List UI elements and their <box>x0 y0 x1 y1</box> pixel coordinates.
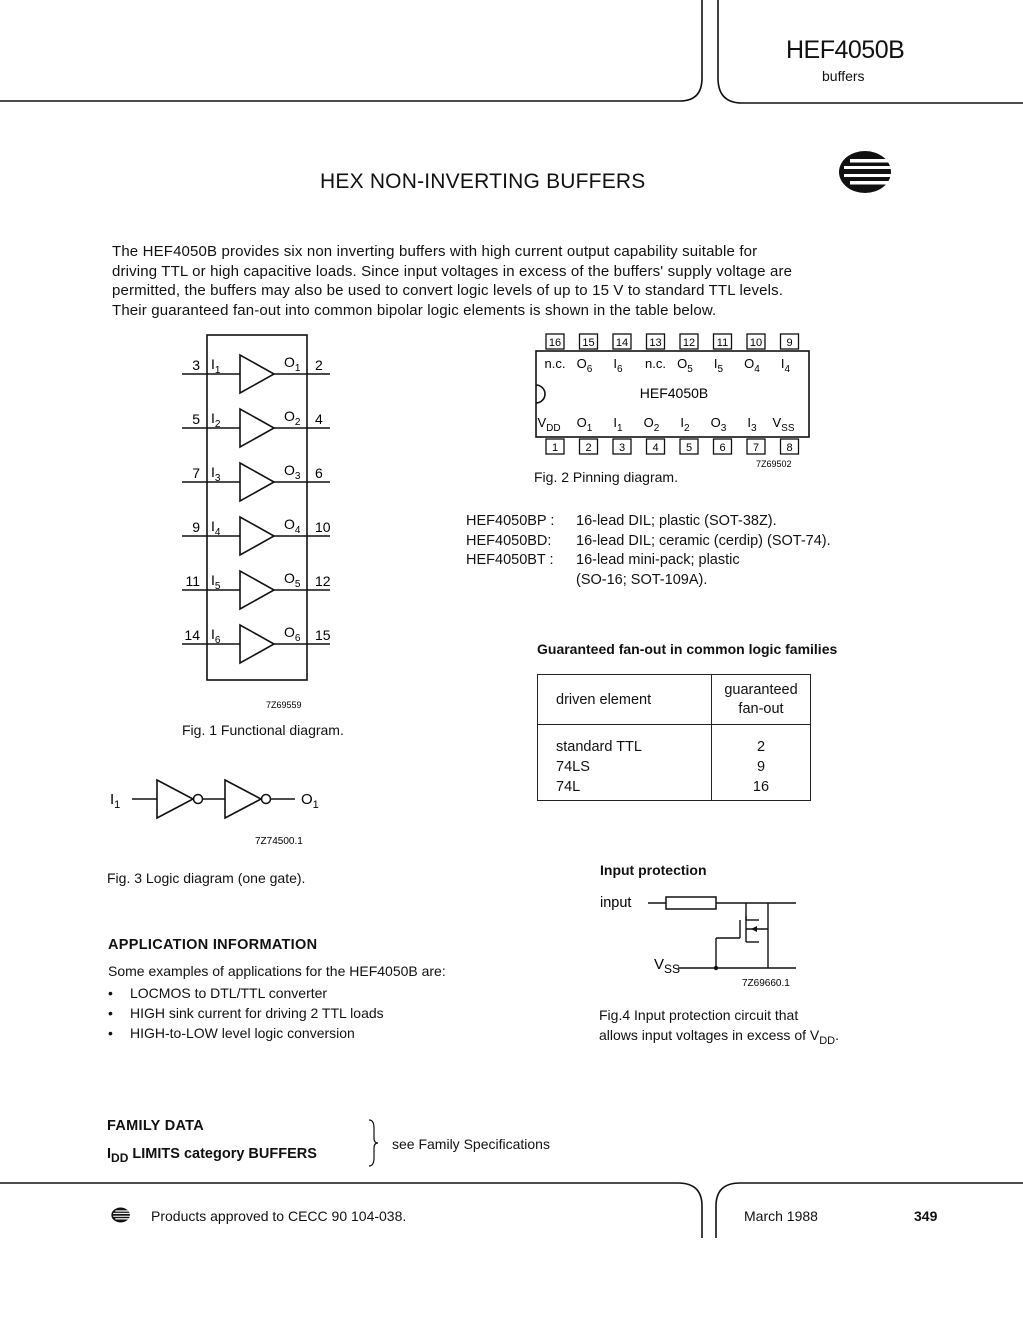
input-protection-circuit <box>596 884 816 994</box>
page-title: HEX NON-INVERTING BUFFERS <box>320 170 646 193</box>
input-label: $I_4$ <box>211 518 221 538</box>
pin-number: 2 <box>585 442 592 454</box>
logic-diagram <box>105 768 345 853</box>
input-pin-number: 11 <box>185 573 200 589</box>
buffer-gate <box>240 355 274 393</box>
intro-line: driving TTL or high capacitive loads. Since input voltages in excess of the buffers' supply voltage are <box>112 262 793 280</box>
header-subtitle: buffers <box>822 68 865 84</box>
pinning-diagram <box>528 330 818 470</box>
resistor <box>666 897 716 909</box>
pin-number: 16 <box>548 337 562 349</box>
input-pin-number: 5 <box>192 411 200 427</box>
intro-paragraph <box>112 242 892 320</box>
output-pin-number: 2 <box>315 357 323 373</box>
fig3-output-label: $O_1$ <box>301 791 319 811</box>
pin-label: $O_6$ <box>576 356 593 375</box>
fig2-code: 7Z69502 <box>756 459 792 469</box>
pin-label: $I_6$ <box>613 356 623 375</box>
pin-label: $O_1$ <box>576 415 593 434</box>
fig3-caption: Fig. 3 Logic diagram (one gate). <box>107 870 306 886</box>
fig1-code: 7Z69559 <box>266 700 302 710</box>
pin-number: 13 <box>649 337 662 349</box>
list-item: • HIGH sink current for driving 2 TTL loads <box>108 1005 384 1021</box>
table-cell: standard TTL <box>556 739 642 755</box>
company-logo <box>838 150 894 194</box>
table-cell: 74L <box>556 779 581 795</box>
buffer-gate-1 <box>157 780 193 818</box>
vss-label: $V_{SS}$ <box>654 956 681 976</box>
list-item: • LOCMOS to DTL/TTL converter <box>108 985 328 1001</box>
pin-number: 7 <box>752 442 760 454</box>
pin-number: 6 <box>719 442 726 454</box>
pin-label: $I_4$ <box>780 356 791 375</box>
pin-number: 14 <box>615 337 629 349</box>
table-cell: 74LS <box>556 759 590 775</box>
pin-number: 11 <box>716 337 729 349</box>
part-number: HEF4050B <box>786 36 905 64</box>
pin-number: 9 <box>786 337 793 349</box>
pin-label: $O_3$ <box>710 415 727 434</box>
intro-line: permitted, the buffers may also be used to convert logic levels of up to 15 V to standard TTL levels. <box>112 282 784 299</box>
pin-label: n.c. <box>544 356 566 371</box>
family-data-label: FAMILY DATA <box>107 1118 205 1134</box>
pin-label: $O_4$ <box>744 356 760 375</box>
output-label: $O_5$ <box>284 570 301 590</box>
input-label: $I_5$ <box>211 572 221 592</box>
functional-diagram <box>170 330 370 715</box>
intro-line: Their guaranteed fan-out into common bipolar logic elements is shown in the table below. <box>112 301 717 319</box>
brace <box>366 1118 380 1168</box>
input-label: $I_6$ <box>211 626 221 646</box>
output-pin-number: 15 <box>315 627 331 643</box>
pin-label: $I_5$ <box>713 356 724 375</box>
input-label: $I_1$ <box>211 356 221 376</box>
pin-number: 8 <box>786 442 793 454</box>
package-item: HEF4050BP : 16-lead DIL; plastic (SOT-38Z). <box>466 513 777 529</box>
pin-number: 15 <box>582 337 595 349</box>
input-label: $I_2$ <box>211 410 221 430</box>
application-heading: APPLICATION INFORMATION <box>108 937 318 953</box>
package-item: HEF4050BT : 16-lead mini-pack; plastic <box>466 552 740 568</box>
fanout-table <box>537 674 811 801</box>
package-list <box>466 512 831 590</box>
input-label: input <box>600 895 632 911</box>
output-pin-number: 10 <box>315 519 331 535</box>
pin-label: n.c. <box>645 356 666 371</box>
table-cell: 2 <box>756 739 766 755</box>
list-item: • HIGH-to-LOW level logic conversion <box>108 1025 355 1041</box>
input-label: $I_3$ <box>211 464 221 484</box>
package-item: (SO-16; SOT-109A). <box>576 571 708 588</box>
pin-label: $I_2$ <box>680 415 690 434</box>
see-family-specs: see Family Specifications <box>392 1136 550 1152</box>
input-pin-number: 3 <box>192 357 200 373</box>
pin-label: $I_3$ <box>747 415 757 434</box>
fig1-caption: Fig. 1 Functional diagram. <box>182 722 344 738</box>
fanout-column <box>712 725 811 801</box>
input-protection-title: Input protection <box>600 862 707 878</box>
ic-notch <box>536 385 545 403</box>
buffer-gate <box>240 571 274 609</box>
idd-limits-label: $I_{DD}$ LIMITS category BUFFERS <box>107 1146 317 1165</box>
table-cell: 9 <box>756 759 766 775</box>
col-header-fanout: guaranteed fan-out <box>712 675 811 725</box>
col-header-driven-element: driven element <box>538 675 712 725</box>
buffer-gate <box>240 463 274 501</box>
output-label: $O_2$ <box>284 408 301 428</box>
output-label: $O_3$ <box>284 462 301 482</box>
pin-number: 5 <box>685 442 693 454</box>
footer-date: March 1988 <box>744 1208 818 1224</box>
output-pin-number: 6 <box>315 465 323 481</box>
buffer-gate <box>240 517 274 555</box>
pin-number: 3 <box>618 442 626 454</box>
fig2-caption: Fig. 2 Pinning diagram. <box>534 469 678 485</box>
output-label: $O_4$ <box>284 516 301 536</box>
package-item: HEF4050BD: 16-lead DIL; ceramic (cerdip) (SOT-74). <box>466 532 831 549</box>
output-pin-number: 4 <box>315 411 323 427</box>
intro-line: The HEF4050B provides six non inverting buffers with high current output capability suitable for <box>112 243 758 260</box>
pin-number: 10 <box>749 337 763 349</box>
footer-logo <box>111 1207 131 1223</box>
output-pin-number: 12 <box>315 573 331 589</box>
fig3-input-label: $I_1$ <box>110 791 121 811</box>
application-intro: Some examples of applications for the HEF4050B are: <box>108 963 446 979</box>
fig3-code: 7Z74500.1 <box>255 836 303 847</box>
fig4-caption: Fig.4 Input protection circuit that allows input voltages in excess of $V_{DD}$. <box>599 1007 840 1047</box>
buffer-gate <box>240 625 274 663</box>
fig4-code: 7Z69660.1 <box>742 978 790 989</box>
approval-text: Products approved to CECC 90 104-038. <box>151 1208 407 1224</box>
pin-number: 1 <box>551 442 559 454</box>
pin-number: 4 <box>652 442 659 454</box>
pin-label: $O_5$ <box>677 356 693 375</box>
pin-label: $I_1$ <box>613 415 623 434</box>
chip-name: HEF4050B <box>639 385 709 401</box>
page-number: 349 <box>914 1208 938 1224</box>
input-pin-number: 14 <box>184 627 200 643</box>
output-label: $O_1$ <box>284 354 301 374</box>
pin-label: $O_2$ <box>643 415 660 434</box>
table-cell: 16 <box>752 779 770 795</box>
pin-label: $V_{DD}$ <box>537 415 561 434</box>
pin-label: $V_{SS}$ <box>772 415 795 434</box>
application-list <box>108 983 384 1043</box>
driven-element-column <box>538 725 712 801</box>
buffer-gate-2 <box>225 780 261 818</box>
pin-number: 12 <box>682 337 696 349</box>
output-label: $O_6$ <box>284 624 301 644</box>
fanout-table-title: Guaranteed fan-out in common logic families <box>537 641 838 657</box>
buffer-gate <box>240 409 274 447</box>
input-pin-number: 9 <box>192 519 200 535</box>
input-pin-number: 7 <box>192 465 200 481</box>
